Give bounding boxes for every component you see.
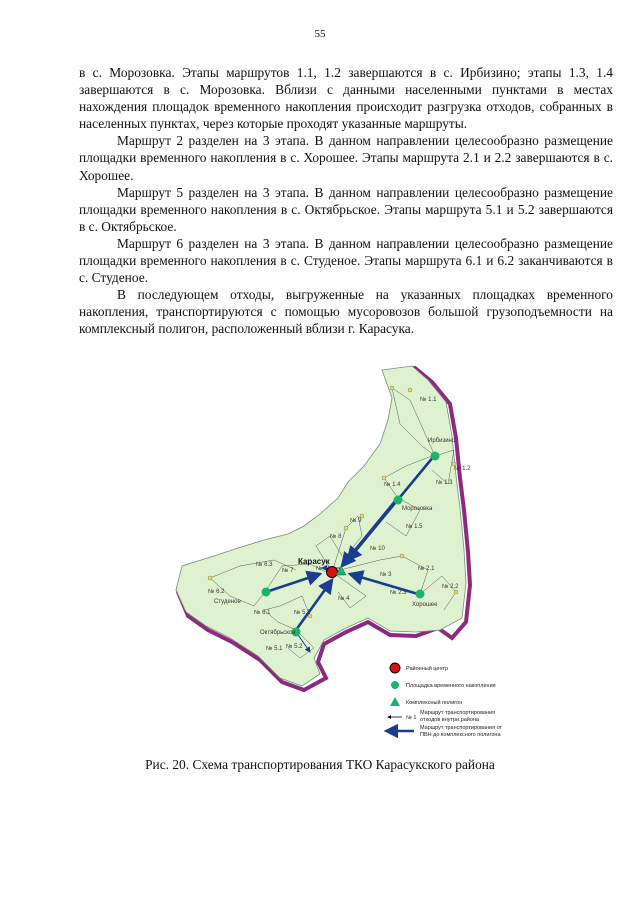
route-label: № 1.2: [454, 466, 471, 472]
legend-route-sample: № 1: [406, 715, 417, 721]
route-label: № 1.4: [384, 482, 401, 488]
route-label: № 1.1: [420, 397, 437, 403]
route-label: № 2.3: [390, 590, 407, 596]
legend-district-center: Районный центр: [406, 666, 449, 672]
route-label: № 1.5: [406, 524, 423, 530]
route-label: № 11: [316, 566, 331, 572]
route-label: № 9: [350, 518, 362, 524]
route-label: № 4: [338, 596, 350, 602]
site-morozovka: [394, 496, 403, 505]
legend-route-landfill-2: ПВН до комплексного полигона: [420, 732, 501, 738]
paragraph-2: Маршрут 2 разделен на 3 этапа. В данном направлении целесообразно размещение площадки временного накопления в с. Хорошее. Этапы маршрута 2.1 и 2.2 завершаются в с. Хорошее.: [79, 133, 613, 183]
route-label: № 7: [282, 568, 294, 574]
route-label: № 5.3: [294, 610, 311, 616]
site-studenoe: [262, 588, 271, 597]
paragraph-5: В последующем отходы, выгруженные на указанных площадках временного накопления, транспортируются с помощью мусоровозов большой грузоподъемности на комплексный полигон, расположенный вблизи г. Карасука.: [79, 287, 613, 337]
route-label: № 1.3: [436, 480, 453, 486]
legend-temp-storage: Площадка временного накопления: [406, 683, 496, 689]
route-label: № 3: [380, 572, 392, 578]
route-label: № 6.2: [208, 589, 225, 595]
route-label: № 8: [330, 534, 342, 540]
site-irbizino: [431, 452, 440, 461]
district-map: [170, 360, 503, 750]
route-label: № 6.1: [254, 610, 271, 616]
label-studenoe: Студеное: [214, 599, 241, 605]
route-label: № 2.2: [442, 584, 459, 590]
route-label: № 5.1: [266, 646, 283, 652]
label-khoroshee: Хорошее: [412, 602, 438, 608]
legend-route-inside-2: отходов внутри района: [420, 717, 480, 723]
label-irbizino: Ирбизино: [428, 438, 456, 444]
figure-caption: Рис. 20. Схема транспортирования ТКО Карасукского района: [145, 757, 495, 772]
map-legend: [386, 663, 503, 738]
legend-temp-storage-icon: [391, 681, 399, 689]
label-oktyabrskoe: Октябрьское: [260, 630, 296, 636]
legend-complex-landfill: Комплексный полигон: [406, 700, 463, 706]
legend-route-landfill-1: Маршрут транспортирования от: [420, 725, 503, 731]
paragraph-1: в с. Морозовка. Этапы маршрутов 1.1, 1.2 завершаются в с. Ирбизино; этапы 1.3, 1.4 завершаются в с. Морозовка. Вблизи с данными населенными пунктами в местах нахождения площадок временного накопления происходит разгрузка отходов, собранных в населенных пунктах, через которые проходят указанные маршруты.: [79, 65, 613, 132]
label-karasuk: Карасук: [298, 557, 330, 566]
route-label: № 10: [370, 546, 385, 552]
paragraph-4: Маршрут 6 разделен на 3 этапа. В данном направлении целесообразно размещение площадки временного накопления в с. Студеное. Этапы маршрута 6.1 и 6.2 заканчиваются в с. Студеное.: [79, 235, 613, 286]
page-number: 55: [314, 28, 326, 40]
route-label: № 5.2: [286, 644, 303, 650]
legend-route-inside-1: Маршрут транспортирования: [420, 710, 496, 716]
route-label: № 2.1: [418, 566, 435, 572]
label-morozovka: Морозовка: [402, 506, 433, 512]
paragraph-3: Маршрут 5 разделен на 3 этапа. В данном направлении целесообразно размещение площадки временного накопления в с. Октябрьское. Этапы маршрута 5.1 и 5.2 завершаются в с. Октябрьское.: [79, 184, 613, 234]
body-text: [79, 64, 613, 338]
legend-district-center-icon: [390, 663, 400, 673]
district-area: [176, 366, 466, 686]
legend-landfill-icon: [390, 697, 400, 706]
site-khoroshee: [416, 590, 425, 599]
route-label: № 6.3: [256, 562, 273, 568]
